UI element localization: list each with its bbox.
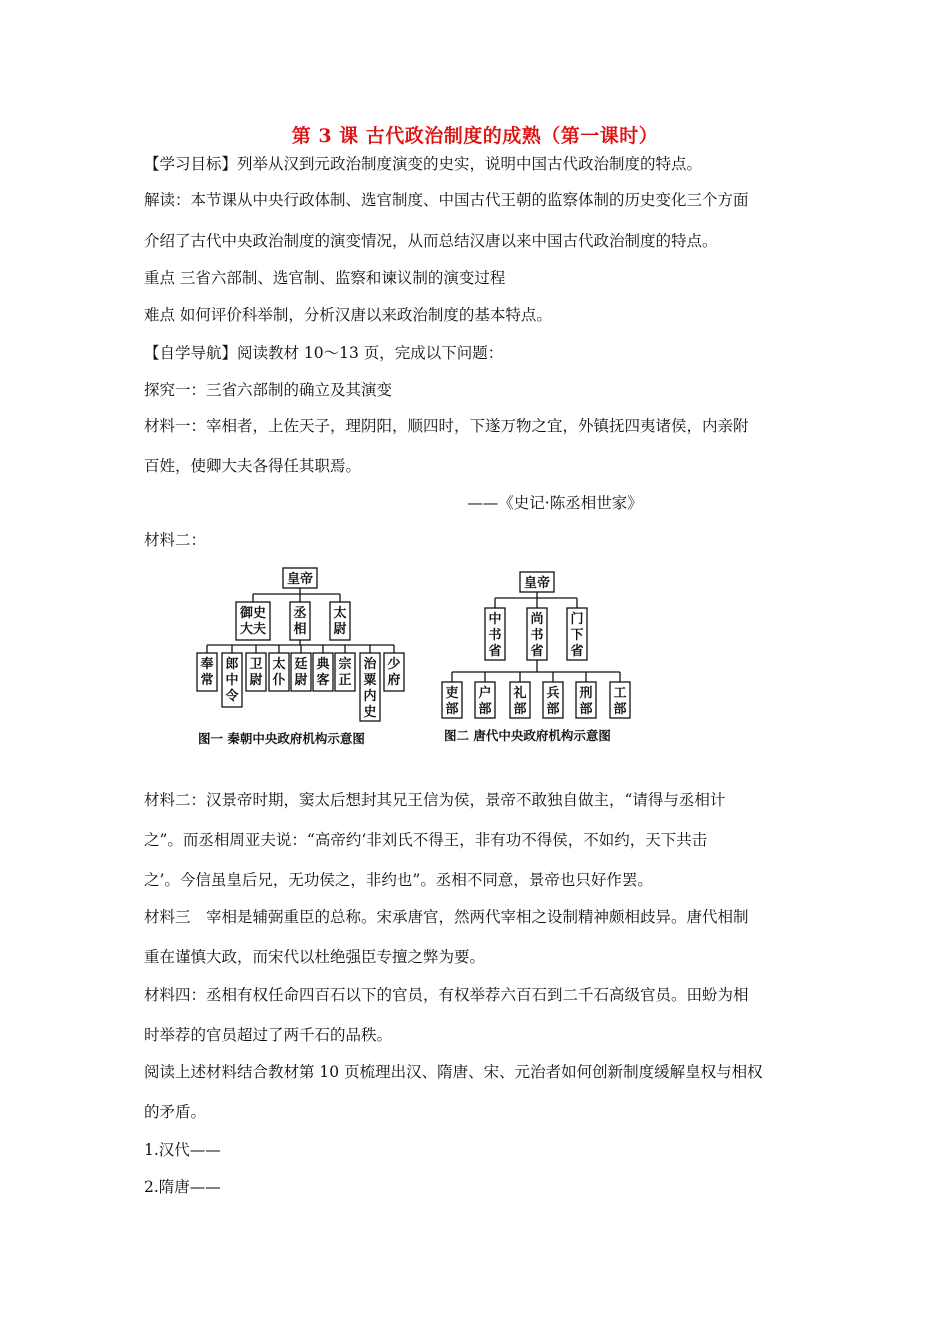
figure2-leaf-3: 礼部 — [513, 686, 527, 717]
figure2-chart — [442, 572, 630, 743]
figure1-leaf-8: 治粟内史 — [363, 657, 377, 720]
material-two-text-line-1: 材料二：汉景帝时期，窦太后想封其兄王信为侯，景帝不敢独自做主，“请得与丞相计 — [144, 791, 726, 809]
material-two-text-line-3: 之’。今信虽皇后兄，无功侯之，非约也”。丞相不同意，景帝也只好作罢。 — [144, 871, 653, 889]
figure2-mid-1: 中书省 — [488, 612, 502, 659]
answer-han: 1.汉代—— — [144, 1141, 221, 1159]
key-point: 重点 三省六部制、选官制、监察和谏议制的演变过程 — [144, 269, 506, 287]
interpretation-line-2: 介绍了古代中央政治制度的演变情况，从而总结汉唐以来中国古代政治制度的特点。 — [144, 232, 718, 250]
figure1-mid-3: 太尉 — [333, 606, 347, 637]
figure2-mid-2: 尚书省 — [530, 612, 544, 659]
task-line-1: 阅读上述材料结合教材第 10 页梳理出汉、隋唐、宋、元治者如何创新制度缓解皇权与相权 — [144, 1063, 763, 1081]
figure1-chart — [197, 568, 404, 746]
material-four-line-1: 材料四：丞相有权任命四百石以下的官员，有权举荐六百石到二千石高级官员。田蚡为相 — [144, 986, 749, 1004]
material-two-text-line-2: 之”。而丞相周亚夫说：“高帝约‘非刘氏不得王，非有功不得侯，不如约，天下共击 — [144, 831, 708, 849]
difficult-point: 难点 如何评价科举制，分析汉唐以来政治制度的基本特点。 — [144, 306, 552, 324]
figure1-leaf-5: 廷尉 — [294, 657, 308, 688]
task-line-2: 的矛盾。 — [144, 1103, 207, 1121]
page-title: 第 3 课 古代政治制度的成熟（第一课时） — [291, 125, 659, 147]
figure1-leaf-6: 典客 — [316, 657, 330, 688]
figure1-leaves — [197, 653, 404, 721]
figure2-leaf-1: 吏部 — [445, 686, 459, 717]
material-one-source: ——《史记·陈丞相世家》 — [467, 494, 643, 512]
learning-goal: 【学习目标】列举从汉到元政治制度演变的史实，说明中国古代政治制度的特点。 — [144, 155, 703, 173]
figure2-mid-3: 门下省 — [570, 612, 584, 659]
material-three-line-1: 材料三 宰相是辅弼重臣的总称。宋承唐官，然两代宰相之设制精神颇相歧异。唐代相制 — [144, 908, 749, 926]
figure1-mid-1: 御史大夫 — [239, 606, 267, 637]
figure2-leaf-5: 刑部 — [579, 686, 593, 717]
figure1-leaf-7: 宗正 — [338, 657, 352, 688]
figure2-leaf-2: 户部 — [478, 686, 492, 717]
material-three-line-2: 重在谨慎大政，而宋代以杜绝强臣专擅之弊为要。 — [144, 948, 486, 966]
inquiry-one: 探究一：三省六部制的确立及其演变 — [144, 381, 393, 399]
figure2-leaves — [442, 682, 630, 718]
material-one-line-1: 材料一：宰相者，上佐天子，理阴阳，顺四时，下遂万物之宜，外镇抚四夷诸侯，内亲附 — [144, 417, 749, 435]
figure1-root-label: 皇帝 — [286, 572, 314, 587]
org-chart-figure — [190, 560, 650, 750]
figure1-leaf-2: 郎中令 — [225, 657, 239, 704]
figure1-leaf-1: 奉常 — [200, 657, 214, 688]
self-study-guide: 【自学导航】阅读教材 10～13 页，完成以下问题： — [144, 344, 504, 362]
figure1-caption: 图一 秦朝中央政府机构示意图 — [198, 731, 365, 746]
material-one-line-2: 百姓，使卿大夫各得任其职焉。 — [144, 457, 362, 475]
figure2-root-label: 皇帝 — [523, 576, 551, 591]
answer-sui-tang: 2.隋唐—— — [144, 1178, 221, 1196]
figure2-caption: 图二 唐代中央政府机构示意图 — [444, 728, 611, 743]
interpretation-line-1: 解读：本节课从中央行政体制、选官制度、中国古代王朝的监察体制的历史变化三个方面 — [144, 191, 749, 209]
figure2-leaf-4: 兵部 — [546, 686, 560, 717]
figure1-mid-2: 丞相 — [293, 606, 307, 637]
figure1-leaf-9: 少府 — [387, 657, 401, 688]
material-four-line-2: 时举荐的官员超过了两千石的品秩。 — [144, 1026, 393, 1044]
figure2-leaf-6: 工部 — [613, 686, 627, 717]
figure1-leaf-3: 卫尉 — [249, 657, 263, 688]
material-two-label: 材料二： — [144, 531, 207, 549]
figure1-leaf-4: 太仆 — [272, 657, 286, 688]
